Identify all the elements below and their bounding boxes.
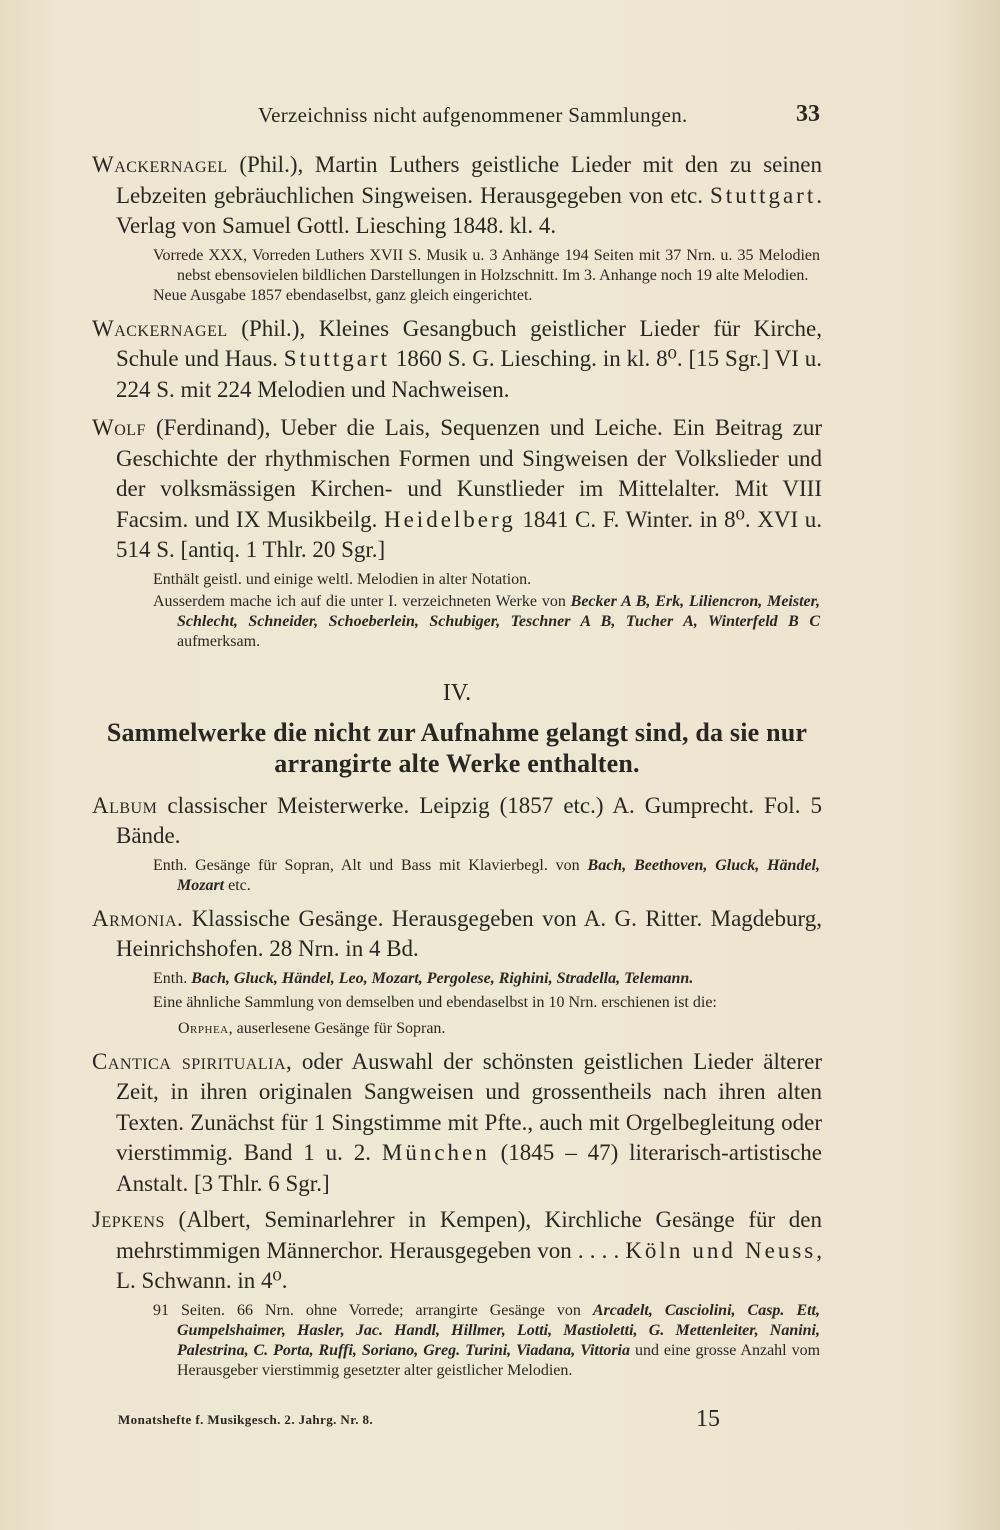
entry-text: , oder Auswahl der schönsten geistlichen Lieder älterer Zeit, in ihren originalen Sangweisen und grossentheils nach ihren alten Texten. Zunächst für 1 Singstimme mit Pfte., auch mit Orgelbegleitung oder vierstimmig. Band 1 u. 2. (116, 1048, 822, 1165)
note-text: Ausserdem mache ich auf die unter I. verzeichneten Werke von (153, 592, 571, 610)
note-text: Enth. (153, 969, 192, 987)
entry-place: Heidelberg (383, 506, 516, 532)
entry-place: Köln und Neuss (625, 1237, 817, 1263)
note-text: 91 Seiten. 66 Nrn. ohne Vorrede; arrangirte Gesänge von (153, 1301, 593, 1319)
entry-author: Wolf (92, 415, 146, 440)
section-title: Sammelwerke die nicht zur Aufnahme gelangt sind, da sie nur arrangirte alte Werke enthalten. (106, 717, 808, 778)
page-number: 33 (796, 101, 820, 127)
entry-note: Enthält geistl. und einige weltl. Melodien in alter Notation. (153, 570, 532, 588)
entry-note (92, 1019, 822, 1039)
note-text: Enth. Gesänge für Sopran, Alt und Bass mit Klavierbegl. von (153, 856, 588, 874)
bibliography-entry (92, 150, 822, 242)
entry-author: Armonia. (92, 905, 184, 931)
entry-author: Album (92, 792, 158, 818)
entry-note (92, 856, 822, 896)
entry-author: Wackernagel (92, 315, 228, 341)
entry-note: Vorrede XXX, Vorreden Luthers XVII S. Musik u. 3 Anhänge 194 Seiten mit 37 Nrn. u. 35 Melodien nebst ebensovielen bildlichen Darstellungen in Holzschnitt. Im 3. Anhange noch 19 alte Melodien. (153, 246, 820, 284)
entry-author: Wackernagel (92, 152, 228, 177)
entry-note (92, 969, 822, 989)
note-text: aufmerksam. (177, 632, 261, 650)
entry-text: Klassische Gesänge. Herausgegeben von A. G. Ritter. Magdeburg, Heinrichshofen. 28 Nrn. in 4 Bd. (116, 905, 822, 961)
note-composers: Becker A B, Erk, Liliencron, Meister, Schlecht, Schneider, Schoeberlein, Schubiger, Teschner A B, Tucher A, Winterfeld B C (177, 592, 820, 630)
note-composers: Bach, Beethoven, Gluck, Händel, Mozart (177, 856, 820, 894)
entry-author: Jepkens (92, 1207, 165, 1232)
bibliography-entry (92, 904, 822, 965)
entry-text: classischer Meisterwerke. Leipzig (1857 etc.) A. Gumprecht. Fol. 5 Bände. (116, 792, 822, 848)
entry-place: München (381, 1140, 490, 1165)
entry-note (92, 592, 822, 652)
journal-footer: Monatshefte f. Musikgesch. 2. Jahrg. Nr. 8. (118, 1412, 374, 1427)
entry-text-cont: 1841 C. F. Winter. in 8⁰. XVI u. 514 S. [antiq. 1 Thlr. 20 Sgr.] (116, 506, 822, 562)
entry-note: Eine ähnliche Sammlung von demselben und ebendaselbst in 10 Nrn. erschienen ist die: (153, 993, 717, 1011)
entry-place: Stuttgart (710, 182, 817, 208)
bibliography-entry (92, 1047, 822, 1200)
note-text: etc. (224, 876, 251, 894)
bibliography-entry (92, 314, 822, 406)
entry-text: (Phil.), Martin Luthers geistliche Lieder mit den zu seinen Lebzeiten gebräuchlichen Singweisen. Herausgegeben von etc. (116, 152, 822, 208)
bibliography-entry (92, 413, 822, 566)
entry-author: Cantica spiritualia (92, 1048, 287, 1074)
entry-text-cont: 1860 S. G. Liesching. in kl. 8⁰. [15 Sgr.] VI u. 224 S. mit 224 Melodien und Nachweisen. (116, 346, 823, 402)
note-text: und eine grosse Anzahl vom Herausgeber vierstimmig gesetzter alter geistlicher Melodien. (177, 1341, 821, 1379)
signature-mark: 15 (696, 1406, 720, 1432)
bibliography-entry (92, 791, 822, 852)
entry-text-cont: , L. Schwann. in 4⁰. (116, 1237, 822, 1293)
entry-text: (Phil.), Kleines Gesangbuch geistlicher Lieder für Kirche, Schule und Haus. (116, 315, 822, 371)
page-header (258, 103, 820, 133)
note-text: , auserlesene Gesänge für Sopran. (228, 1019, 446, 1037)
note-composers: Bach, Gluck, Händel, Leo, Mozart, Pergolese, Righini, Stradella, Telemann. (191, 969, 694, 987)
bibliography-entry (92, 1205, 822, 1297)
running-title: Verzeichniss nicht aufgenommener Sammlungen. (258, 103, 688, 127)
entry-text: (Albert, Seminarlehrer in Kempen), Kirchliche Gesänge für den mehrstimmigen Männerchor. Herausgegeben von . . . . (116, 1207, 822, 1263)
entry-text-cont: . Verlag von Samuel Gottl. Liesching 1848. kl. 4. (116, 182, 822, 238)
note-title: Orphea (178, 1019, 229, 1037)
page-footer (118, 1408, 718, 1438)
page-body (92, 150, 822, 1389)
entry-place: Stuttgart (283, 346, 391, 371)
note-composers: Arcadelt, Casciolini, Casp. Ett, Gumpelshaimer, Hasler, Jac. Handl, Hillmer, Lotti, Mastioletti, G. Mettenleiter, Nanini, Palestrina, C. Porta, Ruffi, Soriano, Greg. Turini, Viadana, Vittoria (177, 1301, 821, 1359)
entry-text: (Ferdinand), Ueber die Lais, Sequenzen und Leiche. Ein Beitrag zur Geschichte der rhythmischen Formen und Singweisen der Volkslieder und der volksmässigen Kirchen- und Kunstlieder im Mittelalter. Mit VIII Facsim. und IX Musikbeilg. (116, 415, 822, 532)
entry-note: Neue Ausgabe 1857 ebendaselbst, ganz gleich eingerichtet. (153, 286, 533, 304)
entry-note (92, 1301, 822, 1381)
entry-text-cont: (1845 – 47) literarisch-artistische Anstalt. [3 Thlr. 6 Sgr.] (116, 1140, 822, 1196)
section-number: IV. (442, 679, 472, 706)
